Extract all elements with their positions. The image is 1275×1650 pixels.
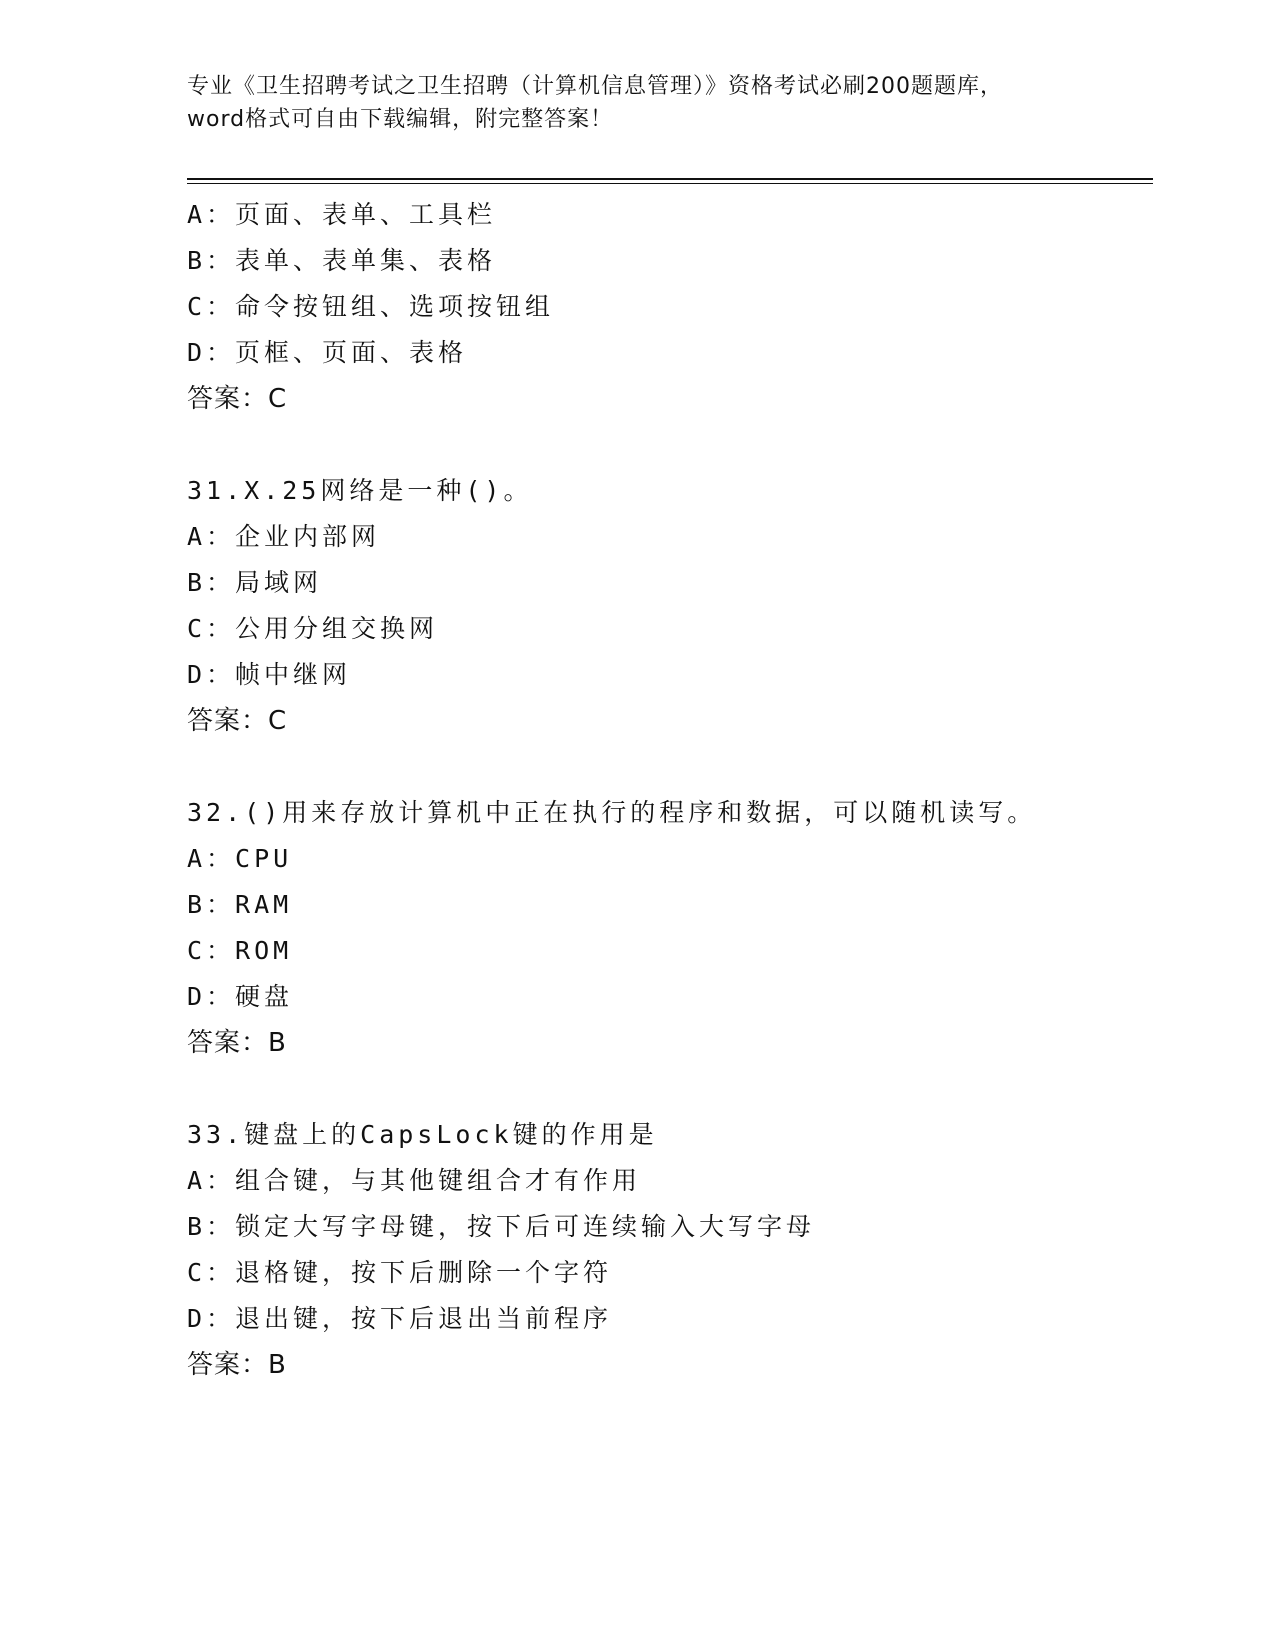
answer-line: 答案：B [187, 1028, 287, 1058]
question-block-33 [187, 1112, 1147, 1388]
option-d: D：帧中继网 [187, 660, 352, 689]
option-a: A：CPU [187, 844, 293, 873]
question-list [187, 192, 1147, 1388]
option-b: B：RAM [187, 890, 293, 919]
question-text: 32.()用来存放计算机中正在执行的程序和数据，可以随机读写。 [187, 798, 1037, 827]
option-c: C：退格键，按下后删除一个字符 [187, 1258, 613, 1287]
option-b: B：表单、表单集、表格 [187, 246, 497, 275]
option-a: A：页面、表单、工具栏 [187, 200, 497, 229]
option-d: D：退出键，按下后退出当前程序 [187, 1304, 613, 1333]
question-block-32 [187, 790, 1147, 1066]
question-block-30 [187, 192, 1147, 422]
header-title-line-2: word格式可自由下载编辑，附完整答案！ [187, 107, 614, 132]
option-a: A：组合键，与其他键组合才有作用 [187, 1166, 642, 1195]
option-c: C：命令按钮组、选项按钮组 [187, 292, 555, 321]
header-divider-thick [187, 178, 1153, 180]
header-divider-thin [187, 183, 1153, 184]
option-b: B：局域网 [187, 568, 323, 597]
question-block-31 [187, 468, 1147, 744]
answer-line: 答案：C [187, 384, 288, 414]
option-c: C：ROM [187, 936, 293, 965]
answer-line: 答案：C [187, 706, 288, 736]
option-d: D：硬盘 [187, 982, 294, 1011]
option-d: D：页框、页面、表格 [187, 338, 468, 367]
question-text: 31.X.25网络是一种()。 [187, 476, 533, 505]
option-a: A：企业内部网 [187, 522, 381, 551]
block-spacer [187, 422, 1147, 468]
page-header [187, 70, 1147, 136]
header-title-line-1: 专业《卫生招聘考试之卫生招聘（计算机信息管理）》资格考试必刷200题题库， [187, 74, 1003, 99]
option-b: B：锁定大写字母键，按下后可连续输入大写字母 [187, 1212, 816, 1241]
block-spacer [187, 744, 1147, 790]
answer-line: 答案：B [187, 1350, 287, 1380]
block-spacer [187, 1066, 1147, 1112]
question-text: 33.键盘上的CapsLock键的作用是 [187, 1120, 658, 1149]
option-c: C：公用分组交换网 [187, 614, 439, 643]
